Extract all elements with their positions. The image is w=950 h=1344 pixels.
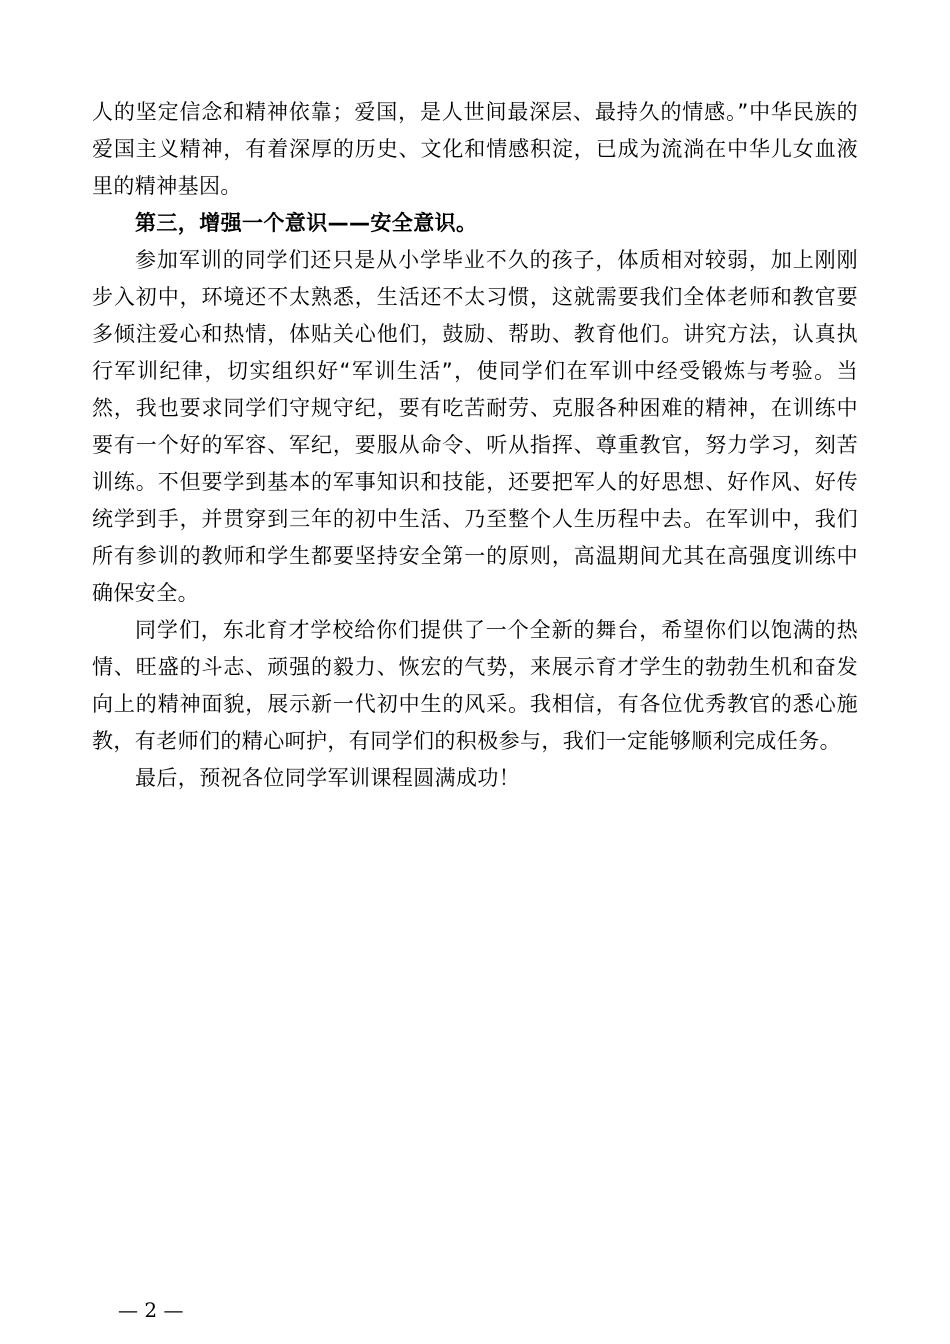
section-heading-safety: 第三，增强一个意识——安全意识。 — [135, 211, 478, 235]
paragraph-continuation: 人的坚定信念和精神依靠；爱国，是人世间最深层、最持久的情感。”中华民族的爱国主义精神，有着深厚的历史、文化和情感积淀，已成为流淌在中华儿女血液里的精神基因。 — [92, 100, 858, 198]
paragraph-students: 同学们，东北育才学校给你们提供了一个全新的舞台，希望你们以饱满的热情、旺盛的斗志、顽强的毅力、恢宏的气势，来展示育才学生的勃勃生机和奋发向上的精神面貌，展示新一代初中生的风采。我相信，有各位优秀教官的悉心施教，有老师们的精心呵护，有同学们的积极参与，我们一定能够顺利完成任务。 — [92, 618, 858, 753]
paragraph-closing: 最后，预祝各位同学军训课程圆满成功！ — [135, 766, 521, 790]
body-text — [92, 94, 858, 797]
paragraph-safety: 参加军训的同学们还只是从小学毕业不久的孩子，体质相对较弱，加上刚刚步入初中，环境还不太熟悉，生活还不太习惯，这就需要我们全体老师和教官要多倾注爱心和热情，体贴关心他们，鼓励、帮助、教育他们。讲究方法，认真执行军训纪律，切实组织好“军训生活”，使同学们在军训中经受锻炼与考验。当然，我也要求同学们守规守纪，要有吃苦耐劳、克服各种困难的精神，在训练中要有一个好的军容、军纪，要服从命令、听从指挥、尊重教官，努力学习，刻苦训练。不但要学到基本的军事知识和技能，还要把军人的好思想、好作风、好传统学到手，并贯穿到三年的初中生活、乃至整个人生历程中去。在军训中，我们所有参训的教师和学生都要坚持安全第一的原则，高温期间尤其在高强度训练中确保安全。 — [92, 248, 858, 605]
page-number: — 2 — — [118, 1298, 184, 1322]
